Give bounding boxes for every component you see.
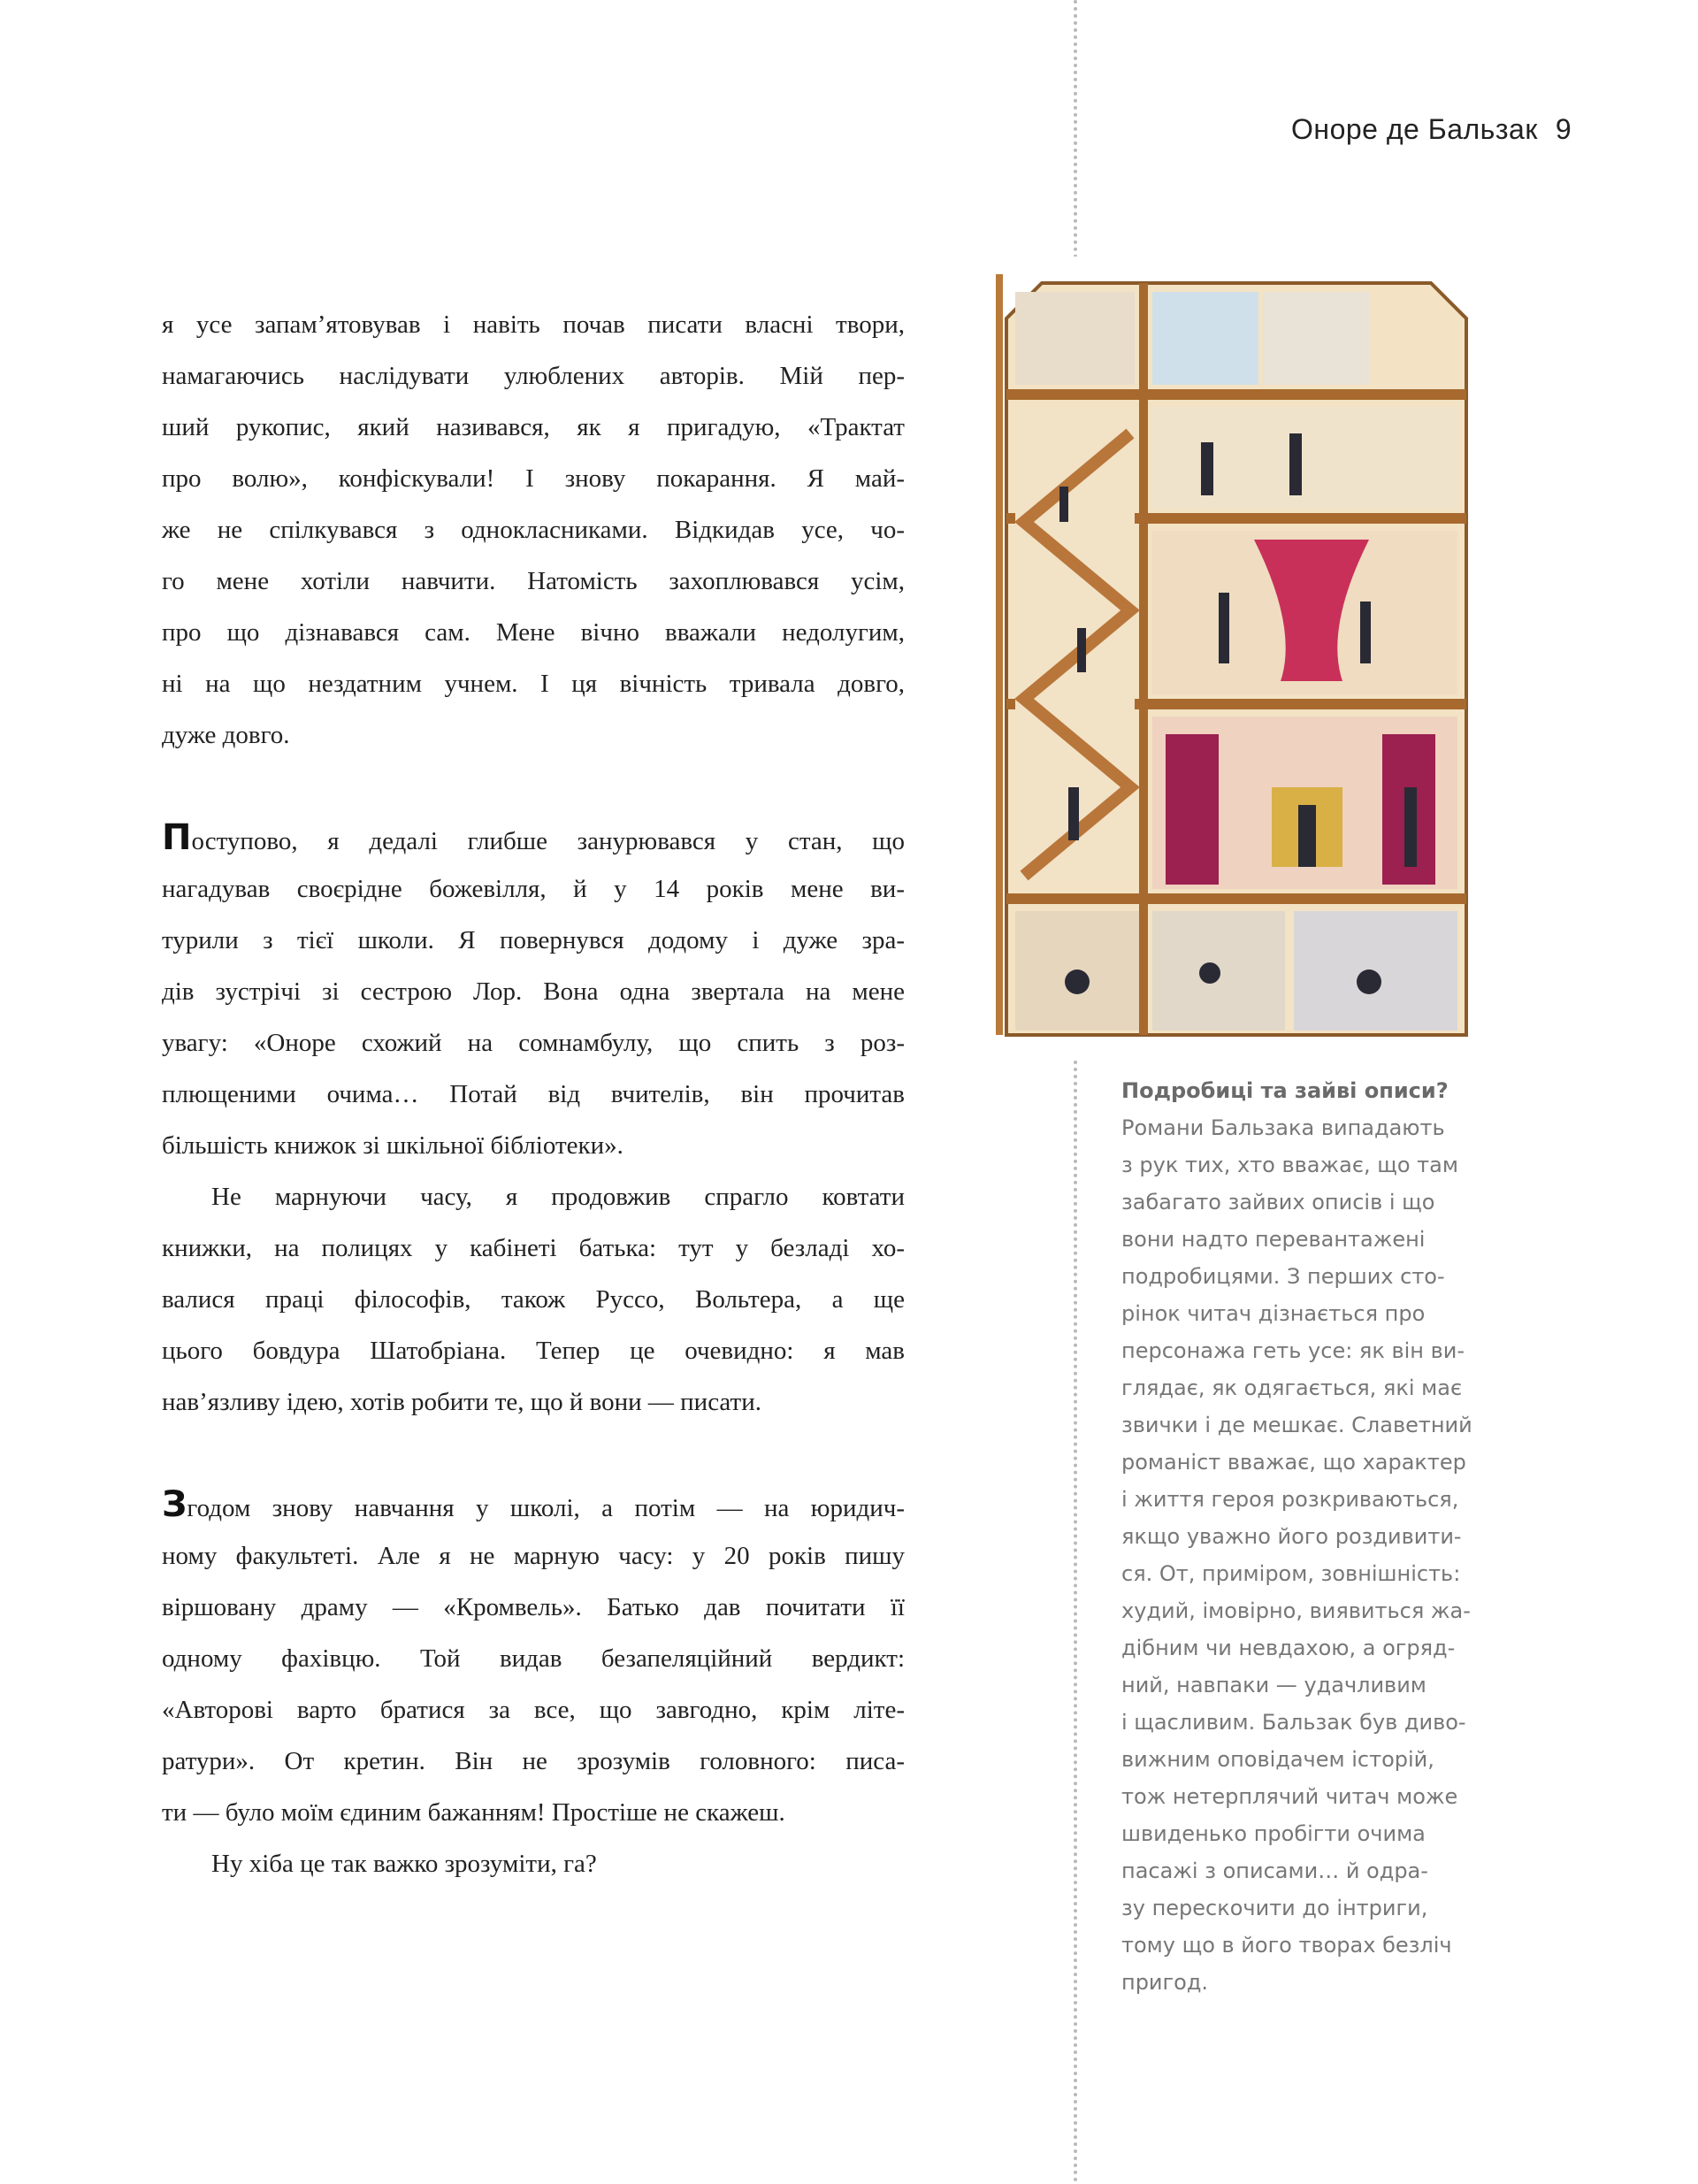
text-line: ратури». От кретин. Він не зрозумів головного: писа- [162, 1747, 905, 1775]
text-line: цього бовдура Шатобріана. Тепер це очевидно: я мав [162, 1337, 905, 1365]
text-line: «Авторові варто братися за все, що завгодно, крім літе- [162, 1696, 905, 1724]
text-line: же не спілкувався з однокласниками. Відкидав усе, чо- [162, 516, 905, 544]
sidebar-line: швиденько пробігти очима [1121, 1821, 1426, 1846]
sidebar-line: глядає, як одягається, які має [1121, 1376, 1463, 1400]
text-line: увагу: «Оноре схожий на сомнамбулу, що спить з роз- [162, 1029, 905, 1057]
sidebar-line: пасажі з описами… й одра- [1121, 1858, 1428, 1883]
sidebar-note [1121, 1072, 1475, 2001]
text-line: ному факультеті. Але я не марную часу: у 20 років пишу [162, 1542, 905, 1570]
sidebar-line: Романи Бальзака випадають [1121, 1115, 1445, 1140]
line-text: оступово, я дедалі глибше занурювався у стан, що [191, 827, 905, 855]
sidebar-line: і життя героя розкриваються, [1121, 1487, 1459, 1512]
page-number: 9 [1555, 113, 1572, 145]
text-line: я усе запам’ятовував і навіть почав писати власні твори, [162, 310, 905, 339]
sidebar-line: подробицями. З перших сто- [1121, 1264, 1445, 1289]
text-line: про волю», конфіскували! І знову покарання. Я май- [162, 464, 905, 493]
sidebar-line: зу перескочити до інтриги, [1121, 1896, 1428, 1920]
sidebar-line: звички і де мешкає. Славетний [1121, 1413, 1472, 1437]
sidebar-line: тому що в його творах безліч [1121, 1933, 1452, 1958]
text-line: одному фахівцю. Той видав безапеляційний вердикт: [162, 1644, 905, 1673]
sidebar-line: вижним оповідачем історій, [1121, 1747, 1434, 1772]
text-line: книжки, на полицях у кабінеті батька: тут у безладі хо- [162, 1234, 905, 1262]
text-line: ти — було моїм єдиним бажанням! Простіше не скажеш. [162, 1798, 785, 1827]
sidebar-line: якщо уважно його роздивити- [1121, 1524, 1462, 1549]
house-cross-section-illustration [989, 257, 1484, 1057]
text-line: більшість книжок зі шкільної бібліотеки». [162, 1131, 623, 1160]
paragraph [162, 1838, 905, 1889]
sidebar-line: з рук тих, хто вважає, що там [1121, 1153, 1458, 1177]
text-line: дів зустрічі зі сестрою Лор. Вона одна звертала на мене [162, 977, 905, 1006]
sidebar-line: вони надто перевантажені [1121, 1227, 1426, 1252]
paragraph [162, 299, 905, 761]
text-line: плющеними очима… Потай від вчителів, він прочитав [162, 1080, 905, 1108]
text-line [162, 812, 905, 863]
sidebar-line: ний, навпаки — удачливим [1121, 1673, 1426, 1697]
line-text: годом знову навчання у школі, а потім — на юридич- [187, 1494, 905, 1522]
sidebar-line: рінок читач дізнається про [1121, 1301, 1426, 1326]
text-line: ший рукопис, який називався, як я пригадую, «Трактат [162, 413, 905, 441]
bold-initial: П [162, 817, 192, 858]
text-line: Ну хіба це так важко зрозуміти, га? [211, 1850, 597, 1878]
sidebar-line: персонажа геть усе: як він ви- [1121, 1338, 1465, 1363]
sidebar-line: пригод. [1121, 1970, 1209, 1995]
text-line: ні на що нездатним учнем. І ця вічність тривала довго, [162, 670, 905, 698]
sidebar-line: забагато зайвих описів і що [1121, 1190, 1435, 1215]
text-line: валися праці філософів, також Руссо, Вольтера, а ще [162, 1285, 905, 1314]
sidebar-line: дібним чи невдахою, а огряд- [1121, 1636, 1456, 1660]
sidebar-line: романіст вважає, що характер [1121, 1450, 1466, 1475]
sidebar-line: ся. От, приміром, зовнішність: [1121, 1561, 1461, 1586]
running-header [1291, 113, 1572, 146]
text-line: нагадував своєрідне божевілля, й у 14 років мене ви- [162, 875, 905, 903]
running-header-title: Оноре де Бальзак [1291, 113, 1538, 145]
text-line: дуже довго. [162, 721, 290, 749]
paragraph [162, 1479, 905, 1838]
text-line: турили з тієї школи. Я повернувся додому і дуже зра- [162, 926, 905, 954]
text-line: го мене хотіли навчити. Натомість захоплювався усім, [162, 567, 905, 595]
sidebar-title: Подробиці та зайві описи? [1121, 1078, 1449, 1103]
sidebar-line: тож нетерплячий читач може [1121, 1784, 1458, 1809]
sidebar-line: і щасливим. Бальзак був диво- [1121, 1710, 1466, 1735]
paragraph [162, 812, 905, 1171]
bold-initial: З [162, 1484, 187, 1525]
text-line: намагаючись наслідувати улюблених авторів. Мій пер- [162, 362, 905, 390]
text-line: Не марнуючи часу, я продовжив спрагло ковтати [211, 1183, 905, 1211]
paragraph [162, 1171, 905, 1428]
text-line [162, 1479, 905, 1530]
sidebar-line: худий, імовірно, виявиться жа- [1121, 1598, 1471, 1623]
text-line: нав’язливу ідею, хотів робити те, що й вони — писати. [162, 1388, 761, 1416]
text-line: про що дізнавався сам. Мене вічно вважали недолугим, [162, 618, 905, 647]
text-line: віршовану драму — «Кромвель». Батько дав почитати її [162, 1593, 905, 1621]
